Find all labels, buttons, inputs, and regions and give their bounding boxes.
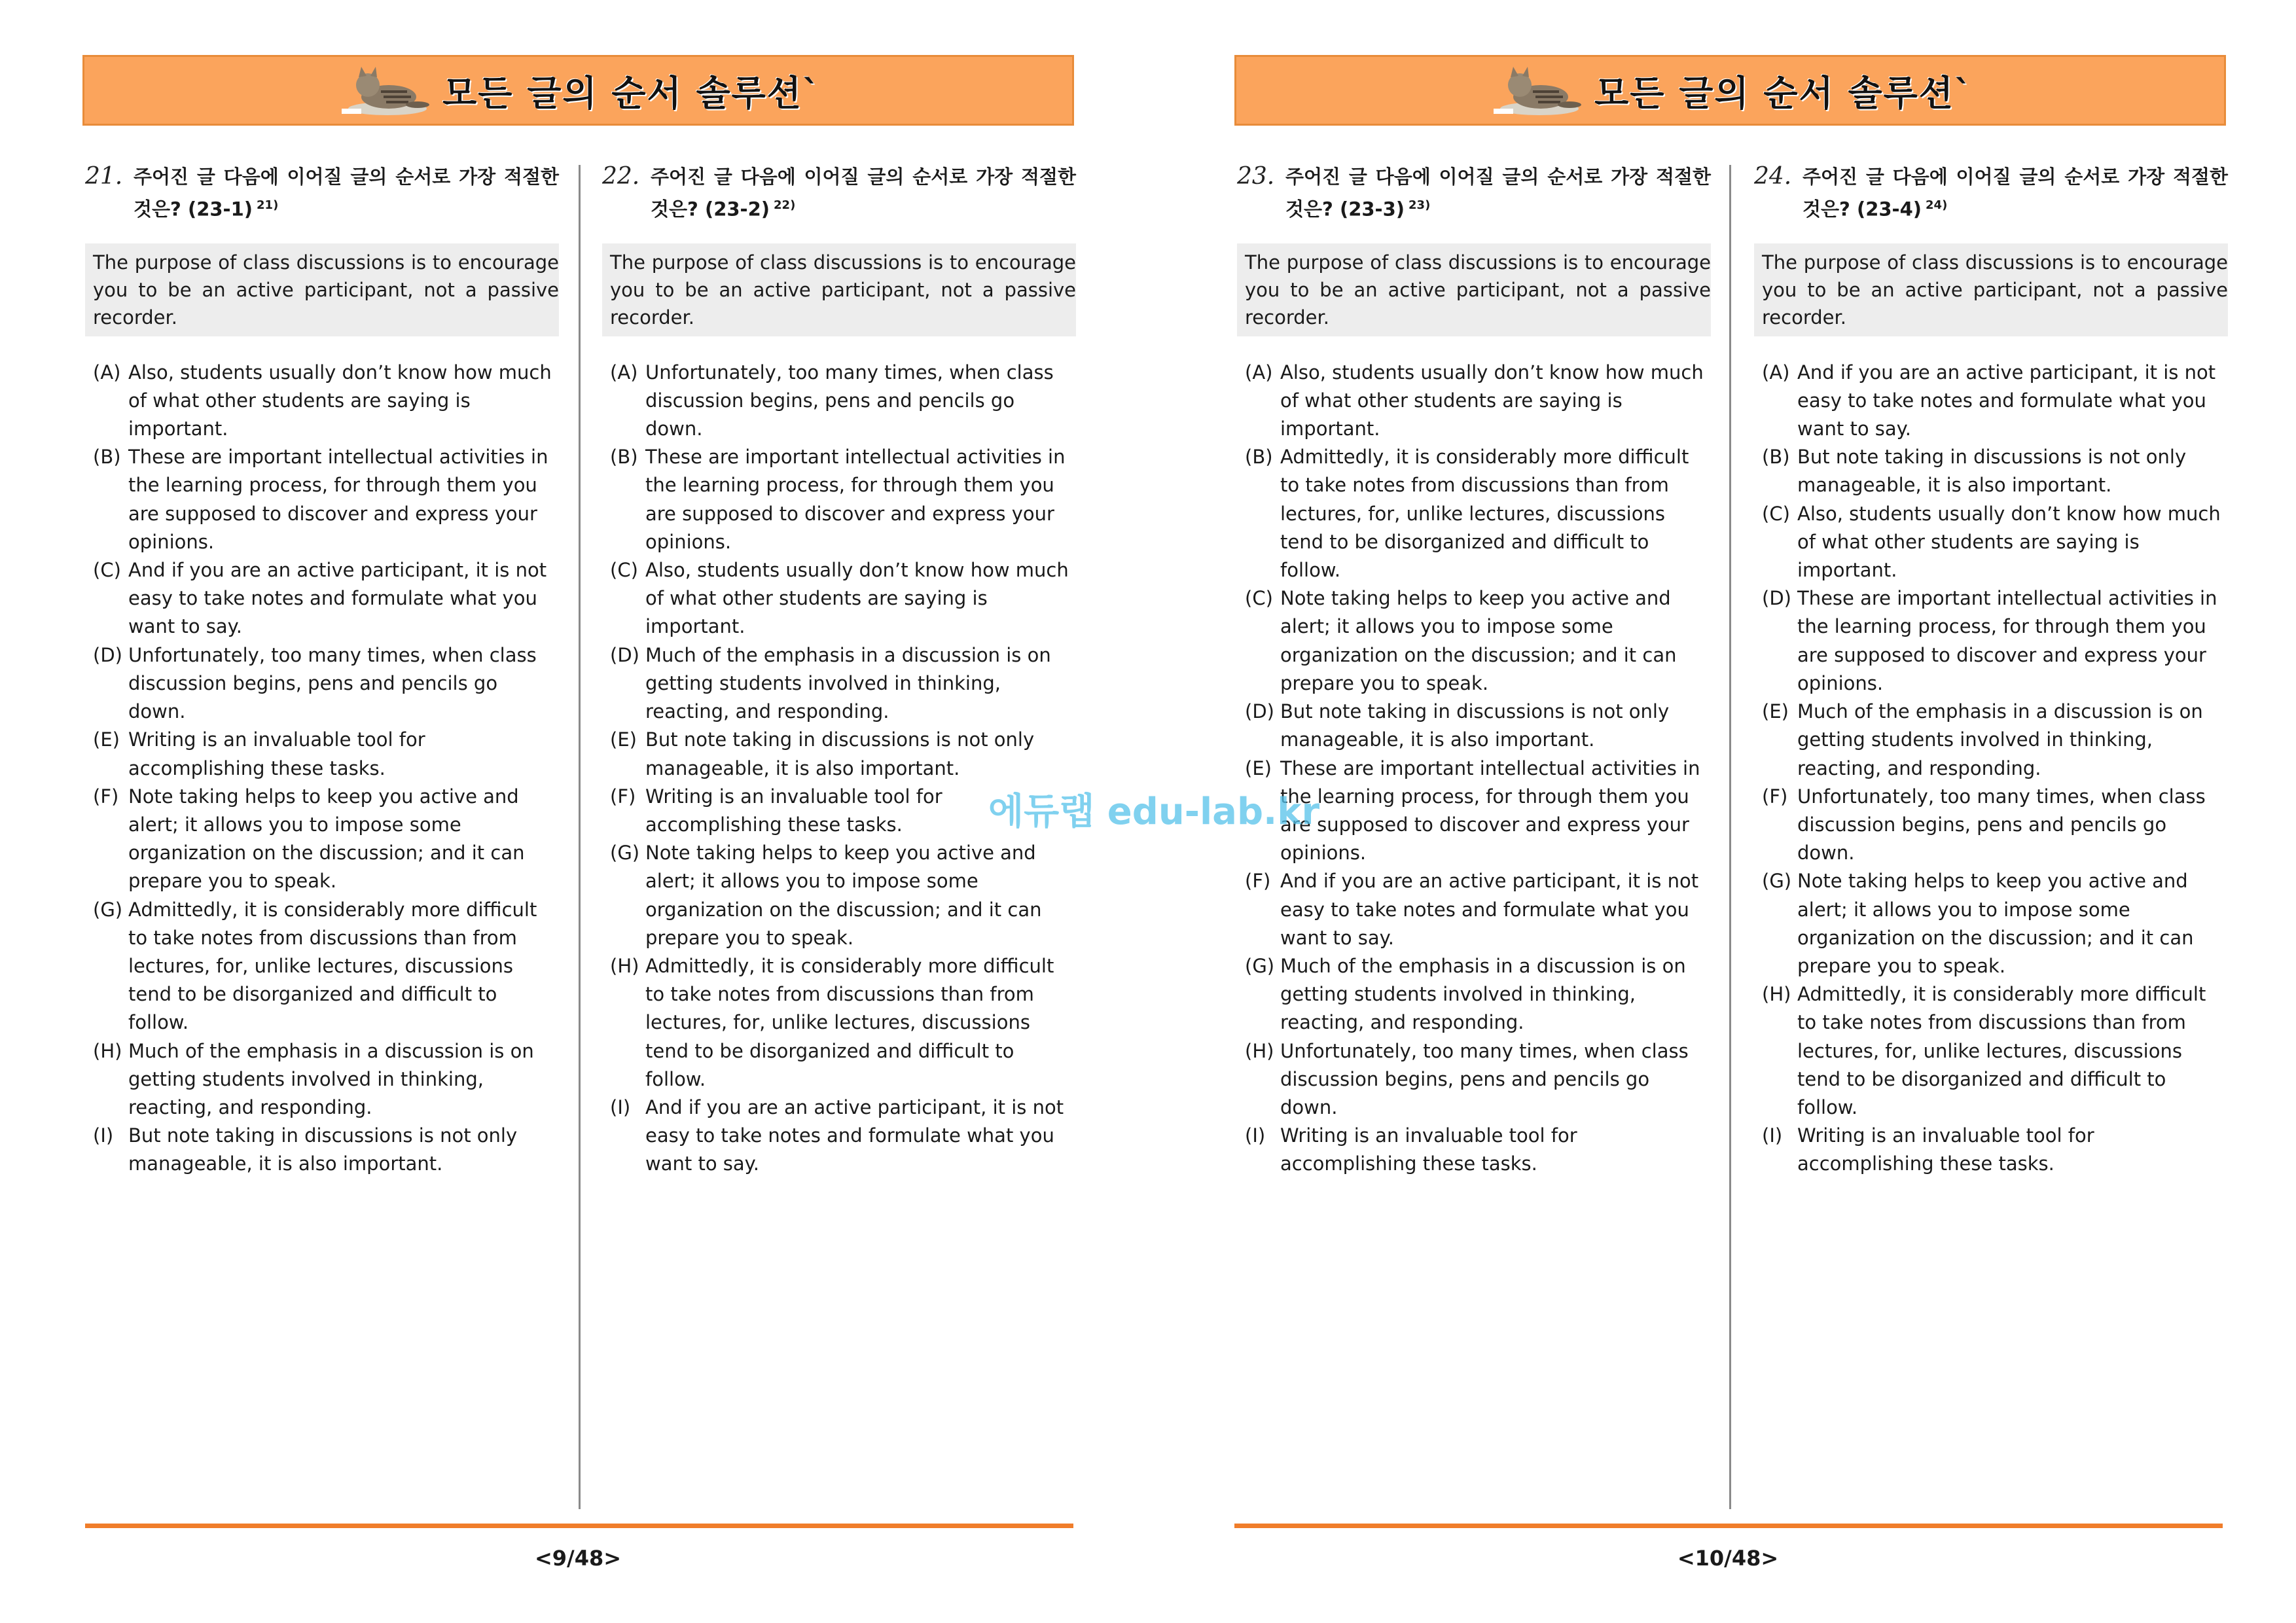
option-item: (F) Note taking helps to keep you active and alert; it allows you to impose some organization on the discussion; and it can prepare you to speak. — [93, 785, 525, 893]
option-item: (E) But note taking in discussions is not only manageable, it is also important. — [610, 728, 1035, 779]
footer-rule — [1234, 1524, 2223, 1528]
option-item: (B) These are important intellectual activities in the learning process, for through them you are supposed to discover and express your opinions. — [610, 446, 1066, 553]
banner-title: 모든 글의 순서 솔루션` — [442, 72, 821, 114]
option-item: (D) Much of the emphasis in a discussion is on getting students involved in thinking, reacting, and responding. — [610, 643, 1051, 723]
option-list — [1754, 359, 2228, 1179]
column-divider — [1729, 165, 1731, 1509]
question-22 — [602, 162, 1076, 1179]
column-divider — [579, 165, 581, 1509]
option-item: (G) Note taking helps to keep you active and alert; it allows you to impose some organization on the discussion; and it can prepare you to speak. — [610, 842, 1042, 949]
option-item: (B) But note taking in discussions is not only manageable, it is also important. — [1762, 446, 2187, 497]
option-item: (B) Admittedly, it is considerably more difficult to take notes from discussions than from lectures, for, unlike lectures, discussions tend to be disorganized and difficult to follow. — [1245, 446, 1689, 582]
footnote-marker: 22) — [774, 198, 796, 212]
option-item: (C) Also, students usually don’t know how much of what other students are saying is important. — [1762, 502, 2221, 582]
option-item: (H) Unfortunately, too many times, when class discussion begins, pens and pencils go down. — [1245, 1039, 1689, 1118]
question-header — [602, 162, 1076, 224]
question-21 — [85, 162, 559, 1179]
question-23 — [1237, 162, 1711, 1179]
footer-rule — [85, 1524, 1073, 1528]
cat-logo-icon — [335, 63, 433, 118]
option-item: (C) Note taking helps to keep you active and alert; it allows you to impose some organization on the discussion; and it can prepare you to speak. — [1245, 587, 1677, 694]
watermark: 에듀랩 edu-lab.kr — [988, 791, 1320, 833]
option-item: (I) But note taking in discussions is not only manageable, it is also important. — [93, 1124, 518, 1175]
option-item: (C) Also, students usually don’t know how much of what other students are saying is important. — [610, 559, 1069, 638]
cat-logo-icon — [1487, 63, 1585, 118]
option-item: (I) And if you are an active participant, it is not easy to take notes and formulate what you want to say. — [610, 1096, 1064, 1175]
option-item: (A) Also, students usually don’t know how much of what other students are saying is important. — [1245, 361, 1704, 440]
given-passage: The purpose of class discussions is to encourage you to be an active participant, not a passive recorder. — [1237, 243, 1711, 336]
option-list — [602, 359, 1076, 1179]
option-item: (A) And if you are an active participant, it is not easy to take notes and formulate what you want to say. — [1762, 361, 2216, 440]
option-list — [85, 359, 559, 1179]
header-banner — [82, 55, 1074, 126]
header-banner — [1234, 55, 2226, 126]
question-stem: 주어진 글 다음에 이어질 글의 순서로 가장 적절한 것은? (23-2) $^{22)}$ — [651, 166, 1076, 221]
question-header — [1237, 162, 1711, 224]
option-item: (A) Also, students usually don’t know how much of what other students are saying is important. — [93, 361, 552, 440]
question-number: 21. — [85, 163, 123, 190]
option-item: (G) Much of the emphasis in a discussion is on getting students involved in thinking, reacting, and responding. — [1245, 954, 1686, 1034]
question-stem: 주어진 글 다음에 이어질 글의 순서로 가장 적절한 것은? (23-4) $^{24)}$ — [1803, 166, 2228, 221]
option-item: (I) Writing is an invaluable tool for accomplishing these tasks. — [1762, 1124, 2094, 1175]
given-passage: The purpose of class discussions is to encourage you to be an active participant, not a passive recorder. — [85, 243, 559, 336]
question-stem: 주어진 글 다음에 이어질 글의 순서로 가장 적절한 것은? (23-3) $^{23)}$ — [1285, 166, 1711, 221]
option-item: (D) Unfortunately, too many times, when class discussion begins, pens and pencils go down. — [93, 643, 537, 723]
option-item: (E) These are important intellectual activities in the learning process, for through them you are supposed to discover and express your opinions. — [1245, 757, 1700, 865]
option-item: (D) But note taking in discussions is not only manageable, it is also important. — [1245, 700, 1670, 751]
page-right — [1148, 0, 2296, 1623]
question-header — [85, 162, 559, 224]
banner-title: 모든 글의 순서 솔루션` — [1594, 72, 1973, 114]
page-number: <10/48> — [1677, 1546, 1779, 1571]
question-number: 22. — [602, 163, 640, 190]
option-list — [1237, 359, 1711, 1179]
question-number: 23. — [1237, 163, 1275, 190]
option-item: (G) Note taking helps to keep you active and alert; it allows you to impose some organization on the discussion; and it can prepare you to speak. — [1762, 870, 2194, 977]
footnote-marker: 24) — [1926, 198, 1948, 212]
option-item: (D) These are important intellectual activities in the learning process, for through them you are supposed to discover and express your opinions. — [1762, 587, 2217, 694]
question-24 — [1754, 162, 2228, 1179]
option-item: (A) Unfortunately, too many times, when class discussion begins, pens and pencils go down. — [610, 361, 1054, 440]
option-item: (I) Writing is an invaluable tool for accomplishing these tasks. — [1245, 1124, 1577, 1175]
footnote-marker: 23) — [1408, 198, 1431, 212]
option-item: (B) These are important intellectual activities in the learning process, for through them you are supposed to discover and express your opinions. — [93, 446, 548, 553]
option-item: (F) And if you are an active participant, it is not easy to take notes and formulate what you want to say. — [1245, 870, 1699, 949]
option-item: (H) Much of the emphasis in a discussion is on getting students involved in thinking, reacting, and responding. — [93, 1039, 534, 1118]
footnote-marker: 21) — [257, 198, 279, 212]
question-stem: 주어진 글 다음에 이어질 글의 순서로 가장 적절한 것은? (23-1) $^{21)}$ — [134, 166, 559, 221]
option-item: (H) Admittedly, it is considerably more difficult to take notes from discussions than from lectures, for, unlike lectures, discussions tend to be disorganized and difficult to follow. — [1762, 983, 2206, 1118]
page-number: <9/48> — [534, 1546, 622, 1571]
option-item: (F) Writing is an invaluable tool for accomplishing these tasks. — [610, 785, 942, 836]
given-passage: The purpose of class discussions is to encourage you to be an active participant, not a passive recorder. — [602, 243, 1076, 336]
option-item: (E) Much of the emphasis in a discussion is on getting students involved in thinking, reacting, and responding. — [1762, 700, 2203, 779]
option-item: (C) And if you are an active participant, it is not easy to take notes and formulate what you want to say. — [93, 559, 547, 638]
given-passage: The purpose of class discussions is to encourage you to be an active participant, not a passive recorder. — [1754, 243, 2228, 336]
option-item: (E) Writing is an invaluable tool for accomplishing these tasks. — [93, 728, 425, 779]
option-item: (H) Admittedly, it is considerably more difficult to take notes from discussions than from lectures, for, unlike lectures, discussions tend to be disorganized and difficult to follow. — [610, 954, 1054, 1090]
question-number: 24. — [1754, 163, 1792, 190]
option-item: (F) Unfortunately, too many times, when class discussion begins, pens and pencils go down. — [1762, 785, 2206, 865]
option-item: (G) Admittedly, it is considerably more difficult to take notes from discussions than from lectures, for, unlike lectures, discussions tend to be disorganized and difficult to follow. — [93, 898, 537, 1034]
question-header — [1754, 162, 2228, 224]
